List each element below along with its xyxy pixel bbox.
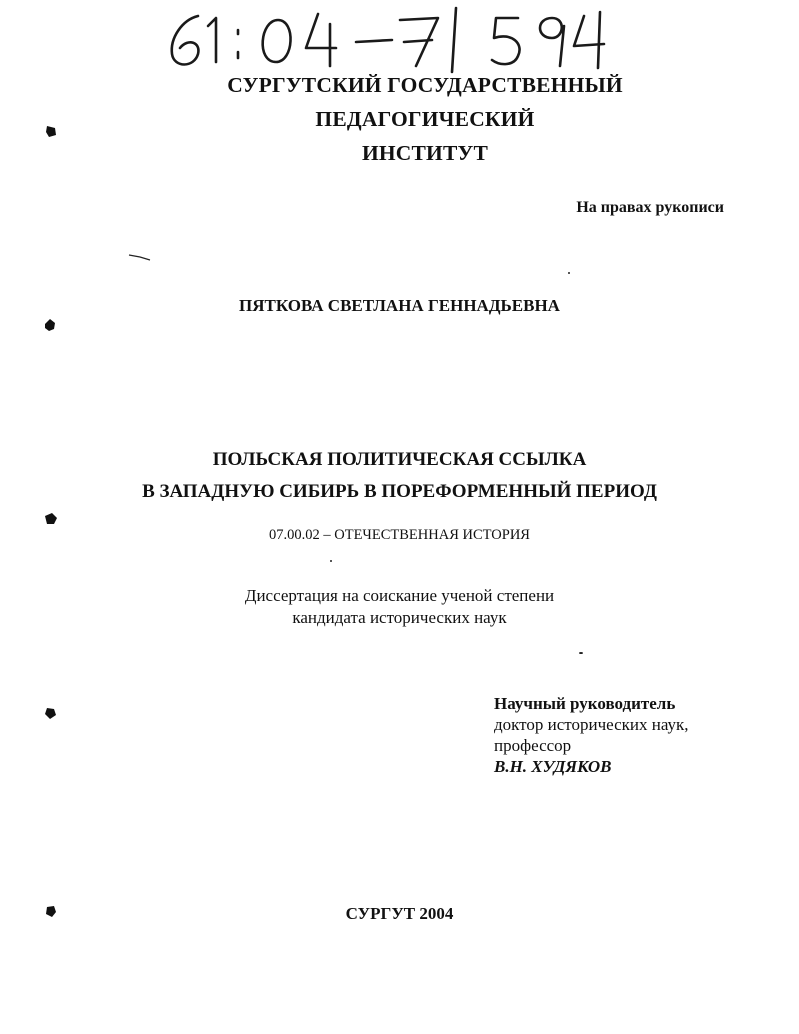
handwritten-archive-number [160, 4, 620, 74]
degree-line-2: кандидата исторических наук [292, 608, 507, 627]
supervisor-block [494, 693, 784, 777]
institution-line-2: ИНСТИТУТ [361, 141, 489, 165]
degree-line-1: Диссертация на соискание ученой степени [244, 586, 555, 605]
institution-name [120, 68, 730, 170]
punch-hole-icon [44, 512, 58, 526]
supervisor-name: В.Н. ХУДЯКОВ [494, 757, 612, 776]
punch-hole-icon [44, 124, 58, 138]
scan-speck [330, 560, 332, 562]
scan-speck [568, 272, 570, 274]
punch-hole-icon [44, 904, 58, 918]
dissertation-title [0, 444, 799, 508]
city-year: СУРГУТ 2004 [345, 904, 454, 923]
scan-speck [579, 652, 583, 654]
degree-statement [0, 585, 799, 629]
institution-line-1: СУРГУТСКИЙ ГОСУДАРСТВЕННЫЙ ПЕДАГОГИЧЕСКИЙ [227, 73, 623, 131]
punch-hole-icon [43, 706, 57, 720]
specialty-code: 07.00.02 – ОТЕЧЕСТВЕННАЯ ИСТОРИЯ [269, 527, 530, 543]
manuscript-rights-note: На правах рукописи [576, 199, 724, 216]
supervisor-role: Научный руководитель [494, 694, 676, 713]
punch-hole-icon [43, 318, 57, 332]
supervisor-rank: профессор [494, 736, 572, 755]
scan-stroke-mark [128, 252, 152, 262]
title-line-2: В ЗАПАДНУЮ СИБИРЬ В ПОРЕФОРМЕННЫЙ ПЕРИОД [142, 481, 657, 502]
title-line-1: ПОЛЬСКАЯ ПОЛИТИЧЕСКАЯ ССЫЛКА [212, 449, 587, 470]
supervisor-degree: доктор исторических наук, [494, 715, 689, 734]
author-name: ПЯТКОВА СВЕТЛАНА ГЕННАДЬЕВНА [239, 296, 560, 315]
